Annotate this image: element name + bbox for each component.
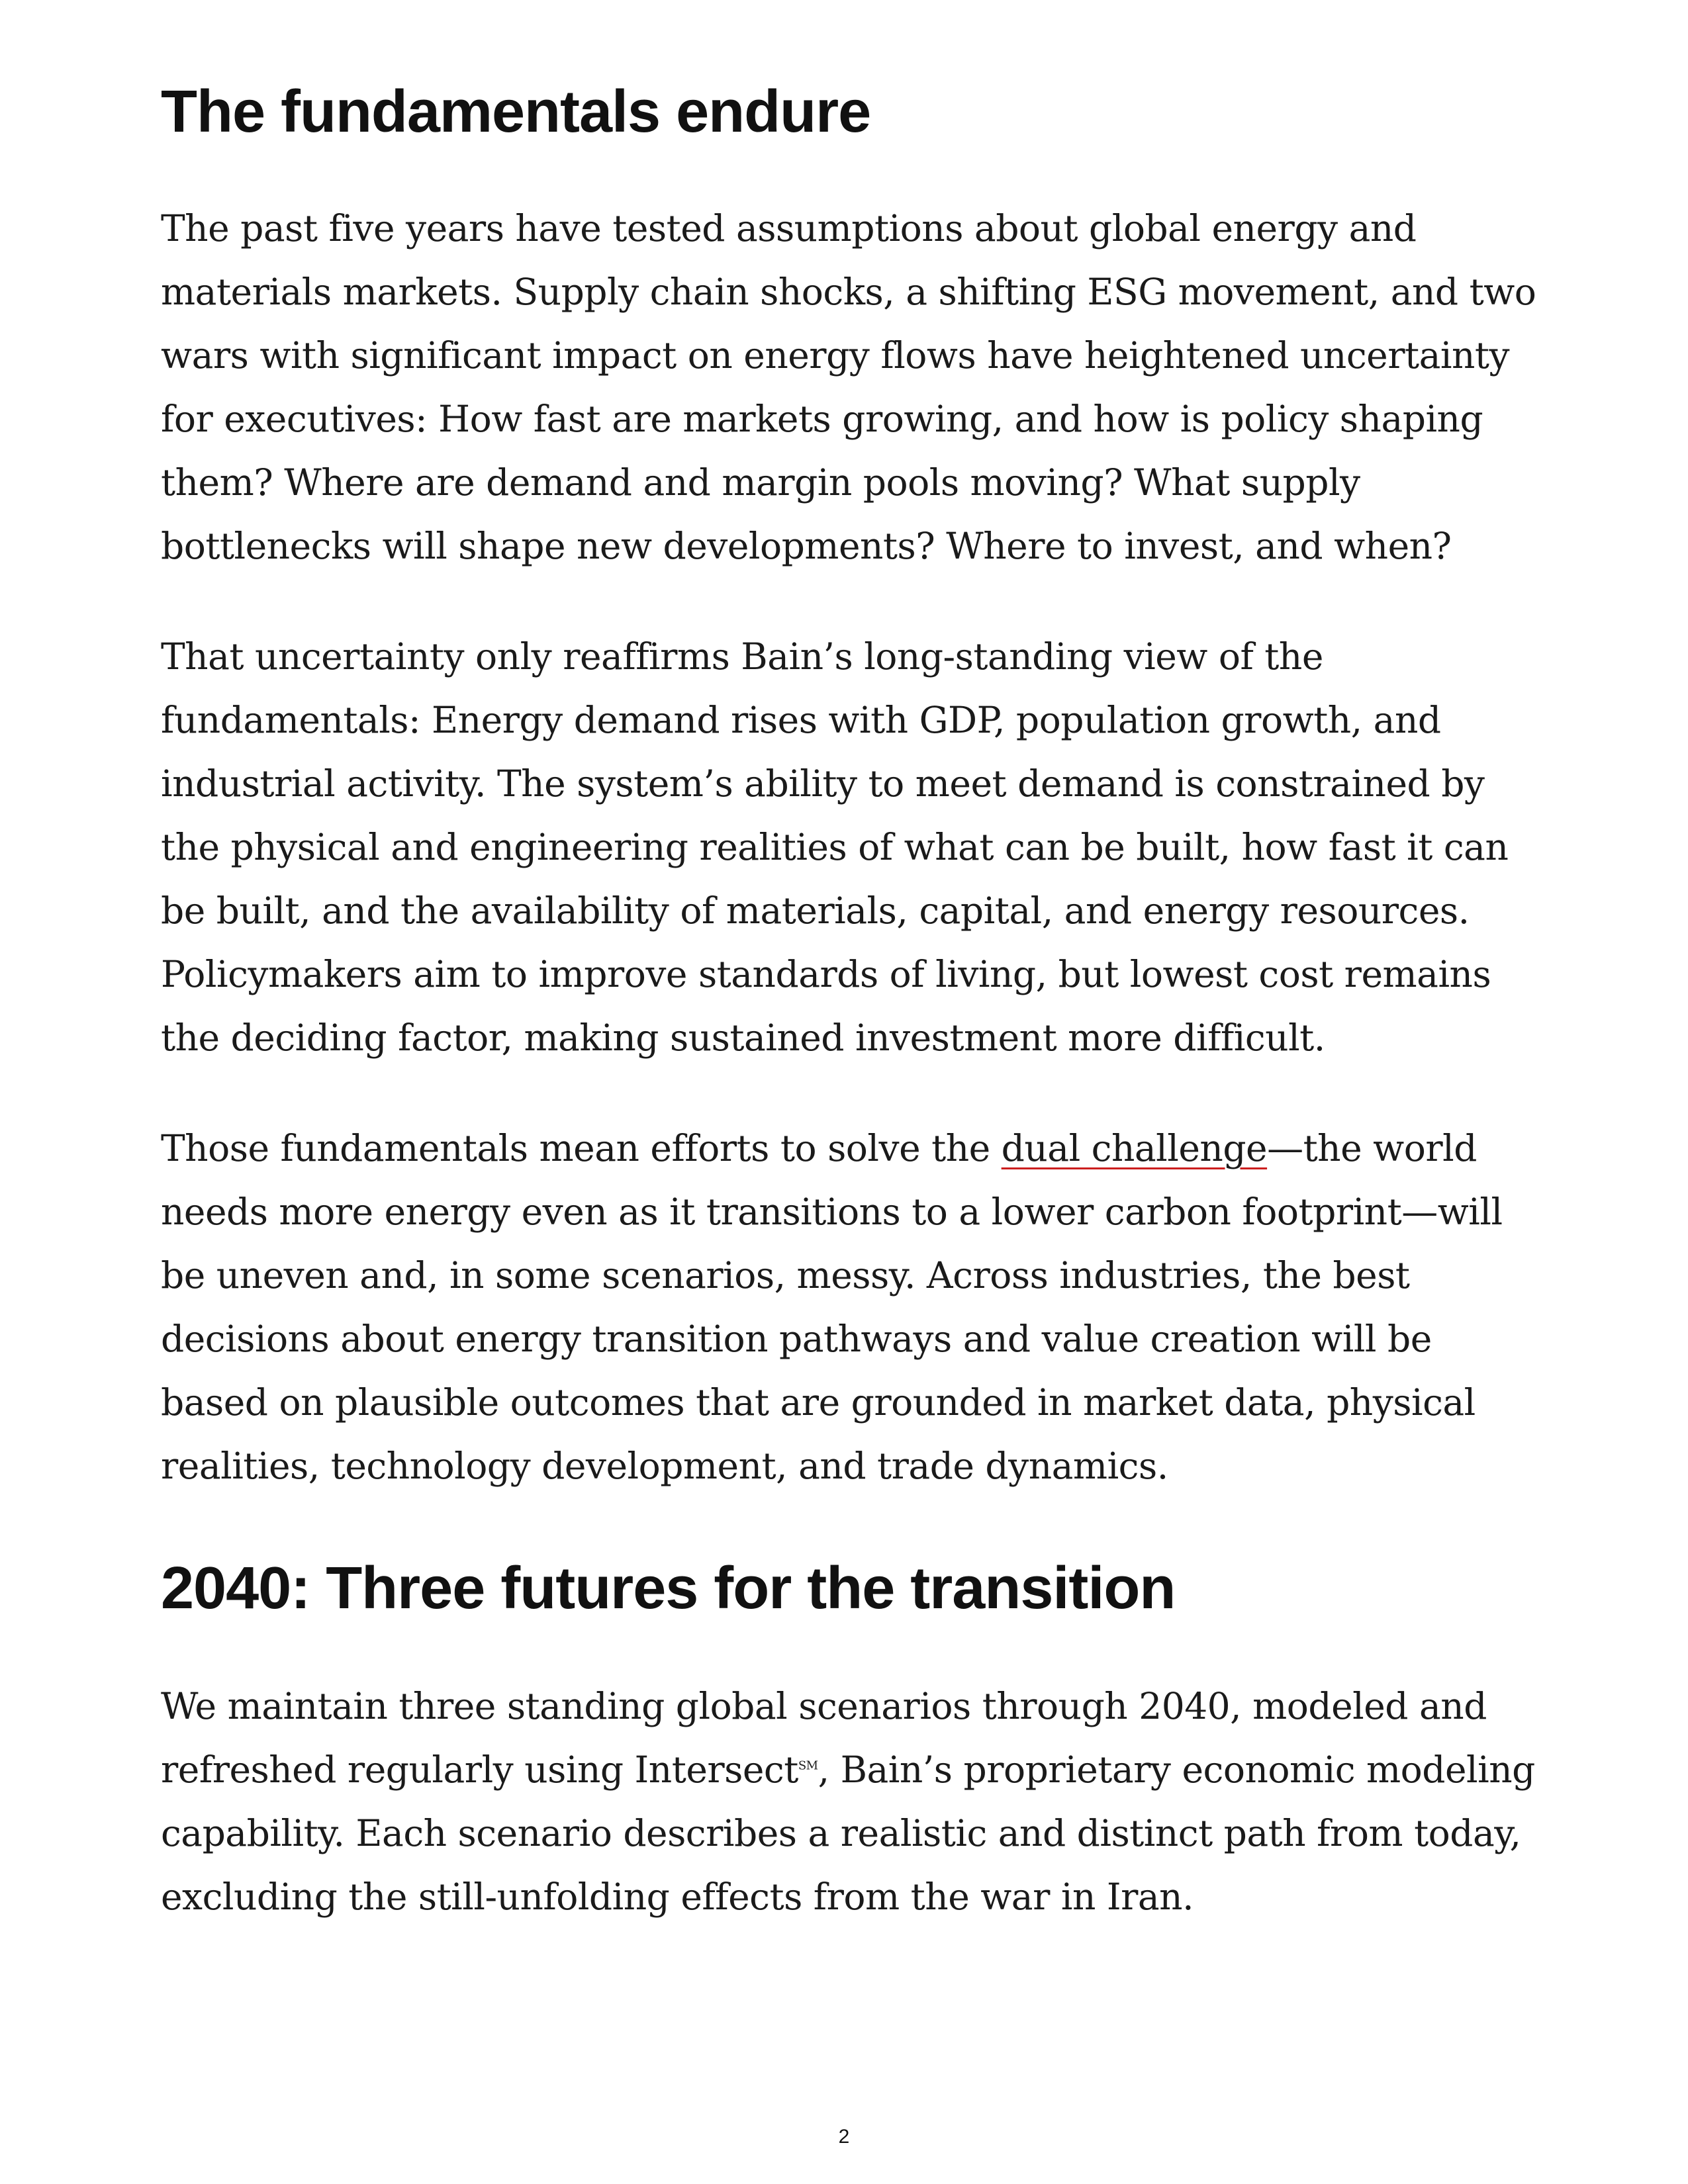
document-page (161, 79, 1538, 1929)
section-heading-fundamentals: The fundamentals endure (161, 79, 871, 145)
paragraph-text-after-mark: , Bain’s proprietary economic modeling capability. Each scenario describes a realistic and distinct path from today, excluding the still-unfolding effects from the war in Iran. (161, 1749, 1535, 1918)
paragraph-text-before-link: Those fundamentals mean efforts to solve the (161, 1127, 1002, 1169)
section-heading-three-futures: 2040: Three futures for the transition (161, 1555, 1176, 1621)
paragraph-fundamentals-view: That uncertainty only reaffirms Bain’s long-standing view of the fundamentals: Energy demand rises with GDP, population growth, and industrial activity. The system’s ability to meet demand is constrained by the physical and engineering realities of what can be built, how fast it can be built, and the availability of materials, capital, and energy resources. Policymakers aim to improve standards of living, but lowest cost remains the deciding factor, making sustained investment more difficult. (161, 635, 1509, 1059)
paragraph-scenarios (161, 1674, 1538, 1929)
service-mark: SM (798, 1758, 818, 1773)
page-number: 2 (838, 2126, 850, 2148)
dual-challenge-link[interactable]: dual challenge (1001, 1127, 1268, 1169)
paragraph-dual-challenge (161, 1116, 1538, 1498)
paragraph-uncertainty: The past five years have tested assumptions about global energy and materials markets. Supply chain shocks, a shifting ESG movement, and two wars with significant impact on energy flows have heightened uncertainty for executives: How fast are markets growing, and how is policy shaping them? Where are demand and margin pools moving? What supply bottlenecks will shape new developments? Where to invest, and when? (161, 207, 1536, 567)
paragraph-text-after-link: —the world needs more energy even as it transitions to a lower carbon footprint—will be uneven and, in some scenarios, messy. Across industries, the best decisions about energy transition pathways and value creation will be based on plausible outcomes that are grounded in market data, physical realities, technology development, and trade dynamics. (161, 1127, 1503, 1487)
paragraph-text-before-mark: We maintain three standing global scenarios through 2040, modeled and refreshed regularly using Intersect (161, 1685, 1487, 1791)
